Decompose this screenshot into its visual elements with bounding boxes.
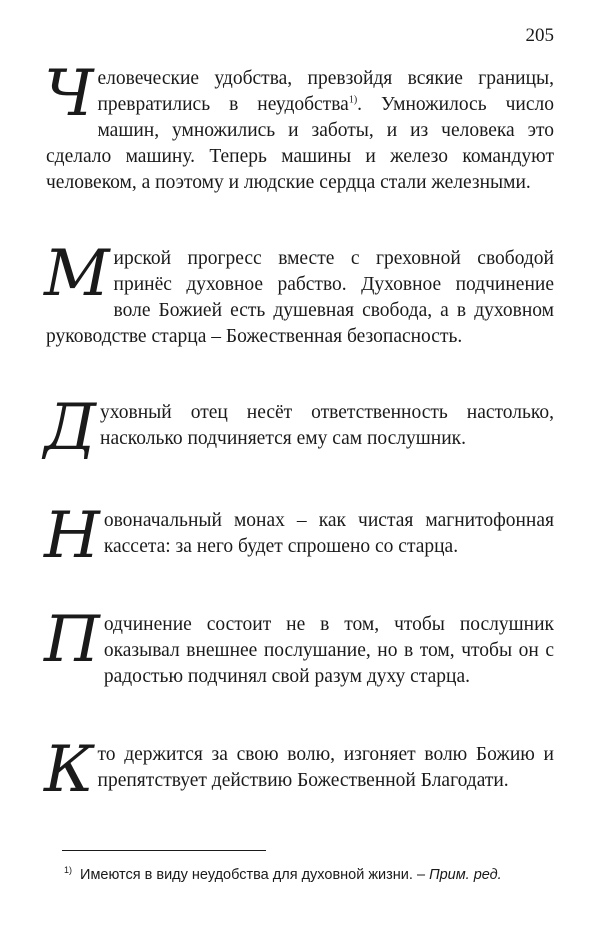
drop-cap-2: М bbox=[44, 237, 110, 311]
paragraph-6 bbox=[44, 733, 554, 807]
footnote-text: Имеются в виду неудобства для духовной жизни. – bbox=[80, 866, 426, 883]
paragraph-1 bbox=[44, 57, 554, 196]
drop-cap-1: Ч bbox=[44, 57, 94, 131]
drop-cap-3: Д bbox=[44, 391, 97, 465]
paragraph-6-text: то держится за свою волю, изгоняет волю Божию и препятствует действию Божественной Благодати. bbox=[97, 744, 554, 791]
page-number: 205 bbox=[525, 25, 554, 46]
paragraph-1-text-after: . Умножилось число машин, умножились и заботы, и из человека это сделало машину. Теперь машины и железо командуют человеком, а поэтому и людские сердца стали железными. bbox=[46, 94, 554, 193]
drop-cap-4: Н bbox=[44, 499, 100, 573]
footnote bbox=[64, 860, 564, 885]
paragraph-5-text: одчинение состоит не в том, чтобы послушник оказывал внешнее послушание, но в том, чтобы он с радостью подчинял свой разум духу старца. bbox=[103, 614, 554, 687]
footnote-reference[interactable]: 1) bbox=[348, 94, 358, 106]
footnote-attribution: Прим. ред. bbox=[429, 866, 502, 883]
paragraph-3 bbox=[44, 391, 554, 465]
paragraph-2-text: ирской прогресс вместе с греховной свободой принёс духовное рабство. Духовное подчинение воле Божией есть душевная свобода, а в духовном руководстве старца – Божественная безопасность. bbox=[46, 248, 554, 347]
paragraph-4-text: овоначальный монах – как чистая магнитофонная кассета: за него будет спрошено со старца. bbox=[103, 510, 554, 557]
drop-cap-6: К bbox=[44, 733, 94, 807]
paragraph-3-text: уховный отец несёт ответственность настолько, насколько подчиняется ему сам послушник. bbox=[100, 402, 554, 449]
footnote-divider bbox=[62, 850, 266, 851]
drop-cap-5: П bbox=[44, 603, 100, 677]
paragraph-5 bbox=[44, 603, 554, 690]
paragraph-1-text: еловеческие удобства, превзойдя всякие границы, превратились в неудобства bbox=[97, 68, 554, 115]
paragraph-4 bbox=[44, 499, 554, 573]
paragraph-2 bbox=[44, 237, 554, 350]
footnote-mark: 1) bbox=[64, 865, 73, 875]
